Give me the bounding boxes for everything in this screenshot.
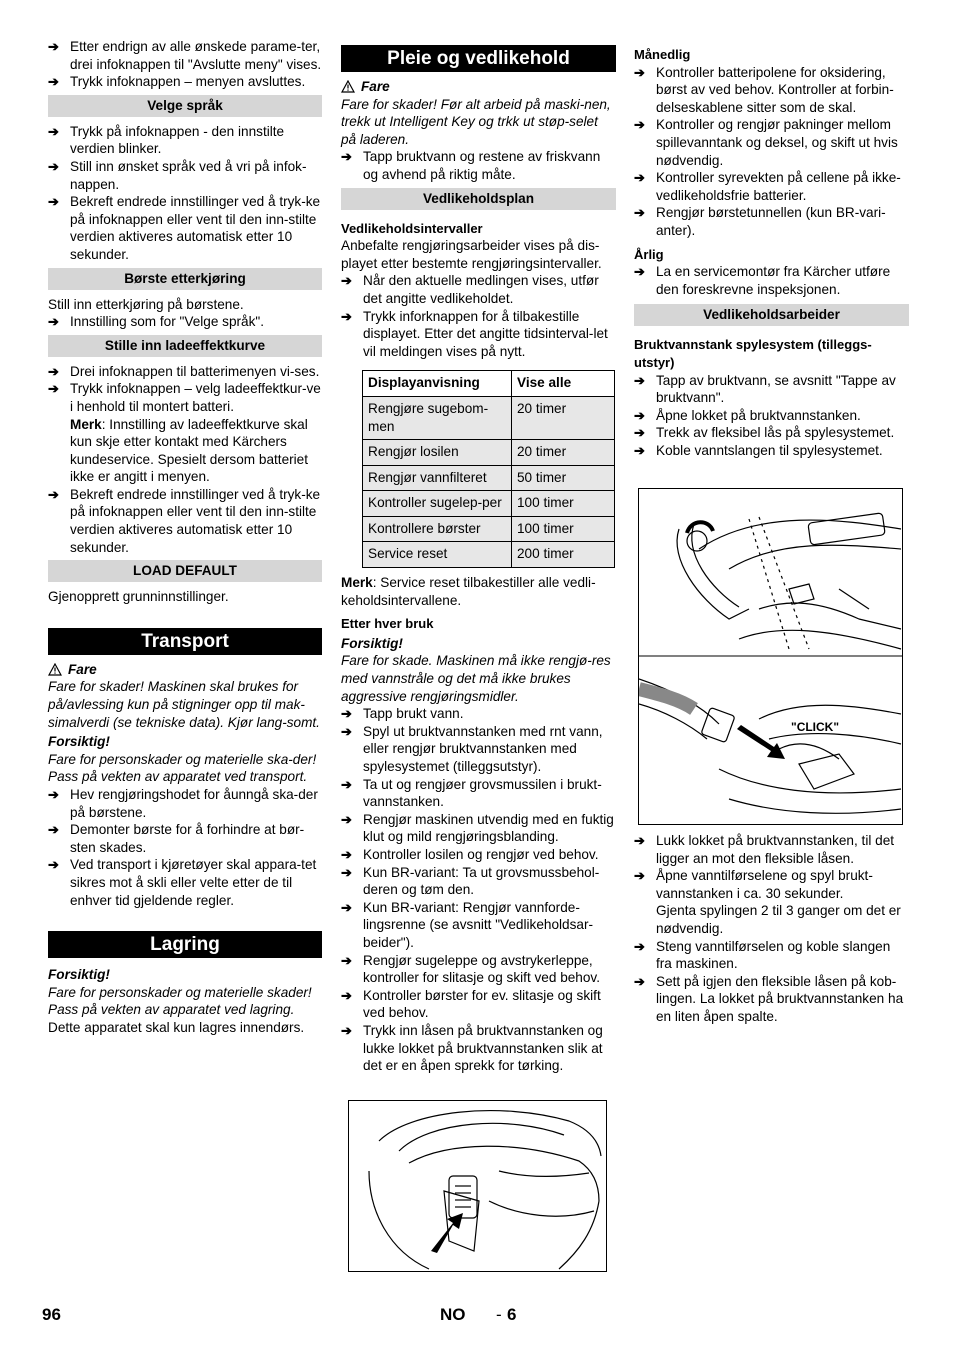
arrow-icon — [431, 1213, 463, 1253]
list-item: ➔ Når den aktuelle medlingen vises, utfør det angitte vedlikeholdet. — [341, 272, 616, 307]
list-item: ➔ Kontroller og rengjør pakninger mellom spillevanntank og deksel, og skift ut hvis nødvendig. — [634, 116, 909, 169]
warning-triangle-icon — [341, 80, 355, 93]
table-header-row — [363, 371, 615, 397]
table-cell: 100 timer — [512, 516, 615, 542]
caution-label: Forsiktig! — [48, 734, 110, 750]
list-item: ➔ Bekreft endrede innstillinger ved å tryk-ke på infoknappen eller vent til den inn-stilte verdien aktiveres automatisk etter 10 sekunder. — [48, 486, 322, 556]
maintenance-table — [362, 370, 615, 568]
table-header-cell: Vise alle — [512, 371, 615, 397]
figure-flushing-system — [638, 488, 903, 825]
danger-text: Fare for skader! Før alt arbeid på maski-nen, trekk ut Intelligent Key og trkk ut støp-selet på laderen. — [341, 96, 611, 147]
list-item: ➔ Ta ut og rengjøer grovsmussilen i brukt-vannstanken. — [341, 776, 616, 811]
caution-text: Fare for personskader og materielle skader! Pass på vekten av apparatet ved lagring. — [48, 984, 312, 1018]
section-heading-borste-etterkjoring: Børste etterkjøring — [48, 268, 322, 290]
note-label: Merk — [341, 575, 373, 591]
table-row — [363, 491, 615, 517]
danger-label: Fare — [361, 79, 390, 94]
list-item: ➔ Kun BR-variant: Rengjør vannforde-lingsrenne (se avsnitt "Vedlikeholdsar-beider"). — [341, 899, 616, 952]
paragraph: Gjenopprett grunninnstillinger. — [48, 589, 229, 605]
list-item: ➔ Tapp brukt vann. — [341, 705, 616, 723]
section-heading-velge-sprak: Velge språk — [48, 95, 322, 117]
list-item: ➔ Rengjør børstetunnellen (kun BR-vari-anter). — [634, 204, 909, 239]
table-header-cell: Displayanvisning — [363, 371, 512, 397]
chapter-heading-lagring: Lagring — [48, 931, 322, 958]
danger-notice — [341, 78, 616, 96]
list-item: ➔ Innstilling som for "Velge språk". — [48, 313, 322, 331]
list-item: ➔ Kontroller børster for ev. slitasje og skift ved behov. — [341, 987, 616, 1022]
table-row — [363, 542, 615, 568]
subheading-arlig: Årlig — [634, 246, 664, 262]
note-label: Merk — [70, 416, 102, 432]
table-row — [363, 516, 615, 542]
danger-label: Fare — [68, 661, 97, 677]
list-item: ➔ Ved transport i kjøretøyer skal appara-tet sikres mot å skli eller velte etter de til enhver tid gjeldende regler. — [48, 856, 322, 909]
note — [341, 574, 616, 609]
list-item: ➔ Åpne vanntilførselene og spyl brukt-vannstanken i ca. 30 sekunder. — [634, 867, 909, 902]
list-item: ➔ Lukk lokket på bruktvannstanken, til det ligger an mot den fleksible låsen. — [634, 832, 909, 867]
tank-lid-illustration — [349, 1101, 606, 1271]
list-item: ➔ Demonter børste for å forhindre at bør-sten skades. — [48, 821, 322, 856]
note — [48, 416, 322, 486]
table-cell: 20 timer — [512, 396, 615, 439]
list-item: ➔ Trykk inforknappen for å tilbakestille displayet. Etter det angitte tidsinterval-let vil meldingen vises på nytt. — [341, 308, 616, 361]
click-label: "CLICK" — [791, 720, 840, 734]
list-item: ➔ Trykk inn låsen på bruktvannstanken og lukke lokket på bruktvannstanken slik at det er en åpen sprekk for tørking. — [341, 1022, 616, 1075]
footer-separator: - — [496, 1305, 502, 1324]
column-left — [48, 38, 322, 1037]
list-item: ➔ Trykk infoknappen – menyen avsluttes. — [48, 73, 322, 91]
danger-text: Fare for skader! Maskinen skal brukes for på/avlessing kun på stigninger opp til mak-simalverdi (se tekniske data). Kjør lang-somt. — [48, 679, 320, 730]
arrow-icon — [737, 725, 785, 759]
column-middle — [341, 45, 616, 1075]
list-item: ➔ Åpne lokket på bruktvannstanken. — [634, 407, 909, 425]
table-cell: Kontrollere børster — [363, 516, 512, 542]
list-item: ➔ Tapp bruktvann og restene av friskvann og avhend på riktig måte. — [341, 148, 616, 183]
table-cell: 200 timer — [512, 542, 615, 568]
table-cell: Kontroller sugelep-per — [363, 491, 512, 517]
page-number: 96 — [42, 1305, 61, 1324]
list-item: ➔ Kontroller losilen og rengjør ved behov. — [341, 846, 616, 864]
note-text: : Service reset tilbakestiller alle vedli-keholdsintervallene. — [341, 575, 596, 608]
list-item: ➔ Steng vanntilførselen og koble slangen fra maskinen. — [634, 938, 909, 973]
list-item: ➔ Trekk av fleksibel lås på spylesystemet. — [634, 424, 909, 442]
paragraph: Dette apparatet skal kun lagres innendørs. — [48, 1019, 305, 1035]
list-item: ➔ Drei infoknappen til batterimenyen vi-ses. — [48, 363, 322, 381]
section-heading-vedlikeholdsarbeider: Vedlikeholdsarbeider — [634, 304, 909, 326]
figure-tank-lid-latch — [348, 1100, 607, 1272]
list-item: ➔ La en servicemontør fra Kärcher utføre den foreskrevne inspeksjonen. — [634, 263, 909, 298]
list-item: ➔ Trykk infoknappen – velg ladeeffektkur-ve i henhold til montert batteri. — [48, 380, 322, 415]
section-heading-vedlikeholdsplan: Vedlikeholdsplan — [341, 188, 616, 210]
table-cell: Service reset — [363, 542, 512, 568]
table-row — [363, 440, 615, 466]
table-cell: 100 timer — [512, 491, 615, 517]
table-cell: Rengjør losilen — [363, 440, 512, 466]
table-row — [363, 396, 615, 439]
list-item: ➔ Kontroller batteripolene for oksidering, børst av ved behov. Kontroller at forbin-delseskablene sitter som de skal. — [634, 64, 909, 117]
warning-triangle-icon — [48, 663, 62, 676]
caution-text: Fare for skade. Maskinen må ikke rengjø-res med vannstråle og det må ikke brukes aggressive rengjøringsmidler. — [341, 653, 611, 704]
table-cell: 50 timer — [512, 465, 615, 491]
paragraph: Gjenta spylingen 2 til 3 ganger om det er nødvendig. — [656, 903, 901, 936]
caution-text: Fare for personskader og materielle ska-der! Pass på vekten av apparatet ved transport. — [48, 751, 317, 785]
list-item: ➔ Sett på igjen den fleksible låsen på kob-lingen. La lokket på bruktvannstanken ha en liten åpen spalte. — [634, 973, 909, 1026]
table-row — [363, 465, 615, 491]
paragraph: Still inn etterkjøring på børstene. — [48, 296, 244, 312]
caution-label: Forsiktig! — [341, 635, 403, 651]
subheading-etter-hver-bruk: Etter hver bruk — [341, 616, 434, 632]
list-item: ➔ Rengjør sugeleppe og avstrykerleppe, kontroller for slitasje og skift ved behov. — [341, 952, 616, 987]
section-heading-load-default: LOAD DEFAULT — [48, 560, 322, 582]
list-item: ➔ Koble vanntslangen til spylesystemet. — [634, 442, 909, 460]
chapter-heading-pleie: Pleie og vedlikehold — [341, 45, 616, 72]
language-code: NO — [440, 1305, 466, 1324]
list-item: ➔ Bekreft endrede innstillinger ved å tryk-ke på infoknappen eller vent til den inn-stilte verdien aktiveres automatisk etter 10 sekunder. — [48, 193, 322, 263]
table-cell: 20 timer — [512, 440, 615, 466]
list-item: ➔ Trykk på infoknappen - den innstilte verdien blinker. — [48, 123, 322, 158]
sub-page-number: 6 — [507, 1305, 517, 1324]
list-item: ➔ Spyl ut bruktvannstanken med rnt vann, eller rengjør bruktvannstanken med spylesystemet (tilleggsutstyr). — [341, 723, 616, 776]
column-right — [634, 46, 909, 459]
list-item: ➔ Still inn ønsket språk ved å vri på infok-nappen. — [48, 158, 322, 193]
list-item: ➔ Kontroller syrevekten på cellene på ikke-vedlikeholdsfrie batterier. — [634, 169, 909, 204]
list-item: ➔ Etter endrign av alle ønskede parame-ter, drei infoknappen til "Avslutte meny" vises. — [48, 38, 322, 73]
caution-label: Forsiktig! — [48, 967, 110, 983]
subheading-intervaller: Vedlikeholdsintervaller — [341, 220, 483, 236]
subheading-spylesystem: Bruktvannstank spylesystem (tilleggs-utstyr) — [634, 337, 872, 370]
paragraph: Anbefalte rengjøringsarbeider vises på dis-playet etter bestemte rengjøringsintervaller. — [341, 238, 602, 271]
danger-notice — [48, 661, 322, 679]
list-item: ➔ Kun BR-variant: Ta ut grovsmussbehol-deren og tøm den. — [341, 864, 616, 899]
list-item: ➔ Tapp av bruktvann, se avsnitt "Tappe av bruktvann". — [634, 372, 909, 407]
list-item: ➔ Rengjør maskinen utvendig med en fuktig klut og mild rengjøringsblanding. — [341, 811, 616, 846]
subheading-manedlig: Månedlig — [634, 47, 691, 62]
column-right-continued — [634, 832, 909, 1026]
note-text: : Innstilling av ladeeffektkurve skal kun skje etter kontakt med Kärchers kundeservice. Spesielt dersom batteriet ikke er angitt i menyen. — [70, 416, 309, 485]
flushing-illustration — [639, 489, 902, 824]
section-heading-ladeeffektkurve: Stille inn ladeeffektkurve — [48, 335, 322, 357]
table-cell: Rengjøre sugebom-men — [363, 396, 512, 439]
table-cell: Rengjør vannfilteret — [363, 465, 512, 491]
list-item: ➔ Hev rengjøringshodet for åunngå ska-der på børstene. — [48, 786, 322, 821]
chapter-heading-transport: Transport — [48, 628, 322, 655]
